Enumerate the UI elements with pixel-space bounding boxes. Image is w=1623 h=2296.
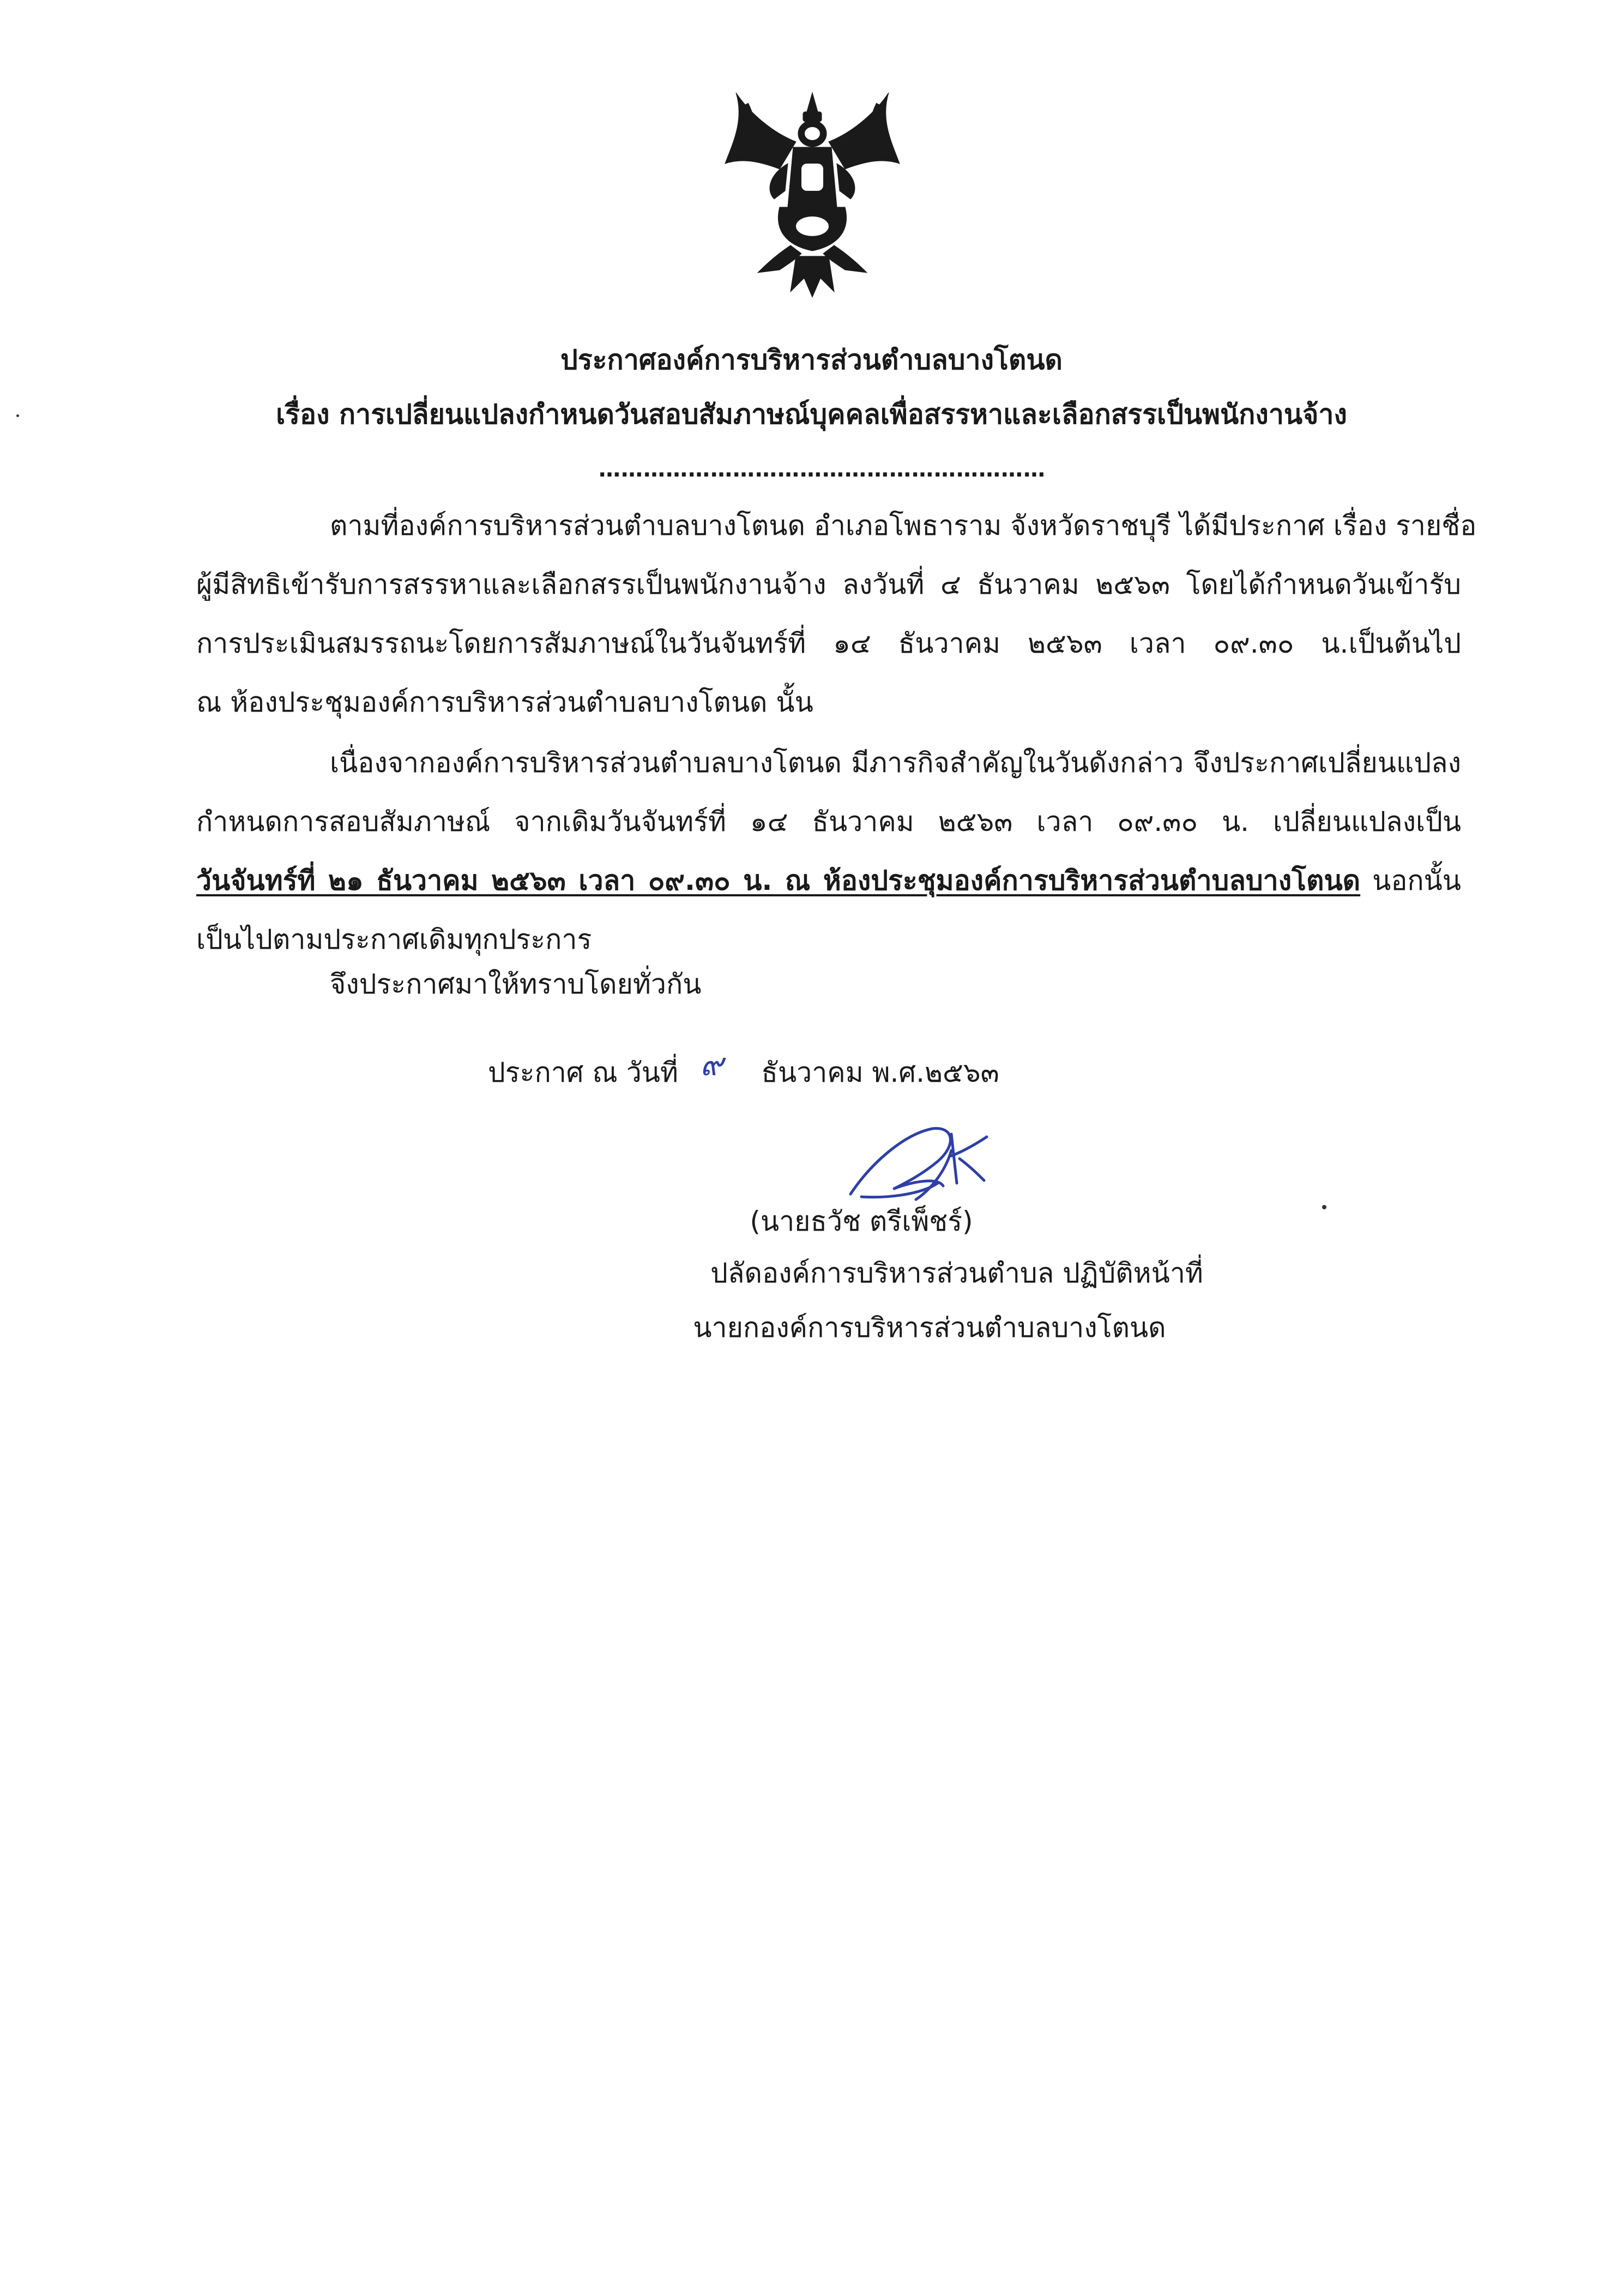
announcement-date xyxy=(488,1046,999,1090)
paragraph-line: เป็นไปตามประกาศเดิมทุกประการ xyxy=(196,924,592,955)
paragraph-line: ณ ห้องประชุมองค์การบริหารส่วนตำบลบางโตนด นั้น xyxy=(196,686,813,718)
paragraph-change-notice xyxy=(196,733,1461,969)
garuda-emblem-icon xyxy=(714,82,910,300)
signatory-position-acting: นายกองค์การบริหารส่วนตำบลบางโตนด xyxy=(693,1312,1166,1343)
announcement-subject: เรื่อง การเปลี่ยนแปลงกำหนดวันสอบสัมภาษณ์บุคคลเพื่อสรรหาและเลือกสรรเป็นพนักงานจ้าง xyxy=(276,399,1347,430)
closing-statement: จึงประกาศมาให้ทราบโดยทั่วกัน xyxy=(330,968,702,1000)
signatory-name: (นายธวัช ตรีเพ็ชร์) xyxy=(750,1206,973,1237)
paragraph-line: การประเมินสมรรถนะโดยการสัมภาษณ์ในวันจันทร์ที่ ๑๔ ธันวาคม ๒๕๖๓ เวลา ๐๙.๓๐ น.เป็นต้นไป xyxy=(196,628,1461,659)
scan-speck xyxy=(1322,1205,1326,1209)
date-prefix: ประกาศ ณ วันที่ xyxy=(488,1057,678,1088)
paragraph-line: ตามที่องค์การบริหารส่วนตำบลบางโตนด อำเภอโพธาราม จังหวัดราชบุรี ได้มีประกาศ เรื่อง รายชื่อ xyxy=(330,510,1477,541)
date-month-year: ธันวาคม พ.ศ.๒๕๖๓ xyxy=(761,1057,999,1088)
date-day-handwritten: ๙ xyxy=(699,1046,723,1083)
paragraph-line: กำหนดการสอบสัมภาษณ์ จากเดิมวันจันทร์ที่ ๑๔ ธันวาคม ๒๕๖๓ เวลา ๐๙.๓๐ น. เปลี่ยนแปลงเป็น xyxy=(196,806,1461,837)
paragraph-line-emphasis xyxy=(196,851,1461,910)
paragraph-line-rest: นอกนั้น xyxy=(1360,865,1461,896)
new-interview-date: วันจันทร์ที่ ๒๑ ธันวาคม ๒๕๖๓ เวลา ๐๙.๓๐ น. ณ ห้องประชุมองค์การบริหารส่วนตำบลบางโตนด xyxy=(196,865,1361,896)
paragraph-line: เนื่องจากองค์การบริหารส่วนตำบลบางโตนด มีภารกิจสำคัญในวันดังกล่าว จึงประกาศเปลี่ยนแปลง xyxy=(330,747,1461,779)
paragraph-line: ผู้มีสิทธิเข้ารับการสรรหาและเลือกสรรเป็นพนักงานจ้าง ลงวันที่ ๔ ธันวาคม ๒๕๖๓ โดยได้กำหนดวันเข้ารับ xyxy=(196,569,1461,600)
paragraph-background xyxy=(196,496,1477,732)
announcement-title: ประกาศองค์การบริหารส่วนตำบลบางโตนด xyxy=(560,344,1063,376)
title-separator: …………………………………………………… xyxy=(599,457,1046,482)
scan-speck xyxy=(16,414,19,417)
signatory-position-primary: ปลัดองค์การบริหารส่วนตำบล ปฏิบัติหน้าที่ xyxy=(710,1257,1203,1289)
